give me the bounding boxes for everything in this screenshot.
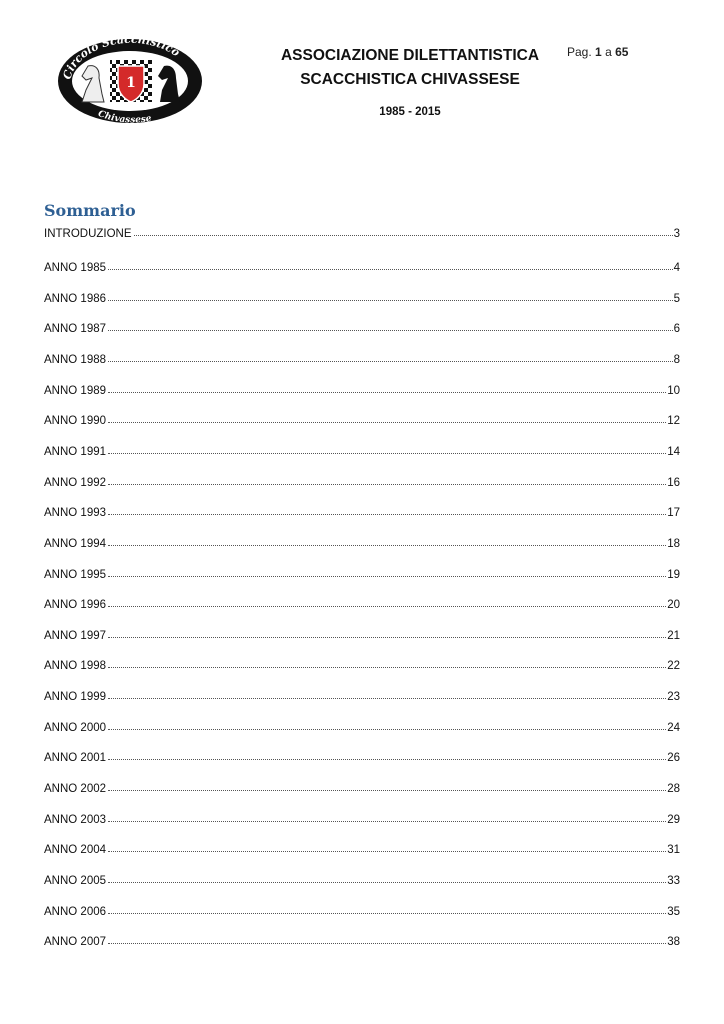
logo-shield-number: 1 [126,75,136,91]
toc-entry-leader [108,453,666,454]
toc-entry-page-number: 31 [667,844,680,857]
toc-entry-leader [108,422,666,423]
toc-entry-page-number: 28 [667,783,680,796]
toc-entry[interactable] [44,777,680,795]
toc-entry-page-number: 14 [667,445,680,458]
toc-entry-label: ANNO 2004 [44,844,107,857]
toc-entry-page-number: 3 [673,228,680,240]
toc-entry[interactable] [44,256,680,274]
toc-entry[interactable] [44,869,680,887]
toc-entry-label: ANNO 1995 [44,568,107,581]
logo-arc-bottom-text: Chivassese [96,108,153,126]
toc-entry-label: ANNO 1988 [44,353,107,366]
toc-entry-label: ANNO 1991 [44,445,107,458]
toc-entry-label: ANNO 2003 [44,813,107,826]
toc-entry-page-number: 5 [673,292,680,305]
club-logo [52,36,202,126]
toc-entry-page-number: 38 [667,936,680,949]
toc-entry-page-number: 26 [667,752,680,765]
toc-entry-leader [108,759,666,760]
toc-entry[interactable] [44,746,680,764]
toc-entry-leader [108,361,673,362]
toc-entry-page-number: 35 [667,905,680,918]
toc-entry[interactable] [44,287,680,305]
toc-entry-page-number: 22 [667,660,680,673]
toc-entry-label: ANNO 2005 [44,875,107,887]
toc-entry-label: ANNO 2006 [44,905,107,918]
toc-entry-page-number: 16 [667,476,680,489]
toc-entry-label: ANNO 2002 [44,783,107,796]
toc-entry-leader [108,576,666,577]
toc-entry-leader [108,637,666,638]
toc-entry[interactable] [44,379,680,397]
toc-entry-leader [108,821,666,822]
toc-entry[interactable] [44,900,680,918]
toc-entry-leader [108,300,673,301]
toc-entry-leader [108,729,666,730]
toc-entry-label: ANNO 1993 [44,507,107,520]
toc-entry-leader [108,484,666,485]
toc-entry-label: ANNO 1989 [44,384,107,397]
toc-entry-leader [108,913,666,914]
toc-entry-label: ANNO 1987 [44,323,107,336]
toc-entry[interactable] [44,593,680,611]
toc-entry-leader [108,514,666,515]
chess-club-emblem-icon [52,36,202,126]
toc-entry-label: INTRODUZIONE [44,228,132,240]
toc-entry-label: ANNO 1985 [44,262,107,274]
toc-entry-page-number: 20 [667,599,680,612]
toc-entry-label: ANNO 2007 [44,936,107,949]
toc-entry-page-number: 23 [667,691,680,704]
toc-entry-label: ANNO 1990 [44,415,107,428]
toc-entry-label: ANNO 2000 [44,721,107,734]
toc-entry-leader [108,330,673,331]
toc-entry[interactable] [44,838,680,856]
toc-entry-leader [108,698,666,699]
toc-entry[interactable] [44,317,680,335]
toc-entry-page-number: 18 [667,537,680,550]
toc-entry-page-number: 6 [673,323,680,336]
toc-entry[interactable] [44,501,680,519]
toc-entry-leader [108,790,666,791]
logo-arc-top-text: Circolo Scacchistico [60,36,183,81]
toc-entry[interactable] [44,624,680,642]
toc-entry-leader [108,943,666,944]
toc-entry-label: ANNO 2001 [44,752,107,765]
toc-entry-leader [108,392,666,393]
toc-entry[interactable] [44,409,680,427]
toc-entry-page-number: 17 [667,507,680,520]
toc-entry-page-number: 4 [673,262,680,274]
toc-entry-label: ANNO 1999 [44,691,107,704]
toc-entry-leader [108,667,666,668]
organization-name-line-2: SCACCHISTICA CHIVASSESE [300,71,520,88]
page-indicator-current: 1 [595,45,602,59]
toc-entry[interactable] [44,930,680,948]
page-indicator [567,45,628,59]
toc-entry-leader [134,235,673,236]
toc-entry-label: ANNO 1996 [44,599,107,612]
toc-entry-label: ANNO 1986 [44,292,107,305]
toc-entry[interactable] [44,532,680,550]
toc-entry[interactable] [44,440,680,458]
toc-entry-label: ANNO 1992 [44,476,107,489]
toc-entry[interactable] [44,348,680,366]
anniversary-years: 1985 - 2015 [379,106,441,118]
toc-entry-page-number: 8 [673,353,680,366]
toc-entry-page-number: 21 [667,629,680,642]
toc-entry-leader [108,606,666,607]
toc-entry-page-number: 29 [667,813,680,826]
organization-name [270,44,550,92]
toc-entry-leader [108,851,666,852]
toc-entry-page-number: 19 [667,568,680,581]
toc-entry[interactable] [44,563,680,581]
toc-entry-leader [108,269,673,270]
toc-entry-page-number: 24 [667,721,680,734]
toc-entry[interactable] [44,685,680,703]
organization-name-line-1: ASSOCIAZIONE DILETTANTISTICA [280,47,540,64]
page-indicator-total: 65 [615,45,629,59]
toc-entry[interactable] [44,471,680,489]
toc-entry-leader [108,882,666,883]
toc-entry-leader [108,545,666,546]
toc-entry-page-number: 33 [667,875,680,887]
toc-entry[interactable] [44,654,680,672]
toc-entry-label: ANNO 1997 [44,629,107,642]
page-indicator-prefix: Pag. [567,45,592,59]
toc-entry-page-number: 12 [667,415,680,428]
toc-entry-label: ANNO 1998 [44,660,107,673]
toc-entry-label: ANNO 1994 [44,537,107,550]
toc-entry[interactable] [44,716,680,734]
toc-entry[interactable] [44,222,680,240]
toc-title: Sommario [44,201,136,220]
toc-entry[interactable] [44,808,680,826]
page-indicator-separator: a [605,45,612,59]
toc-entry-page-number: 10 [667,384,680,397]
